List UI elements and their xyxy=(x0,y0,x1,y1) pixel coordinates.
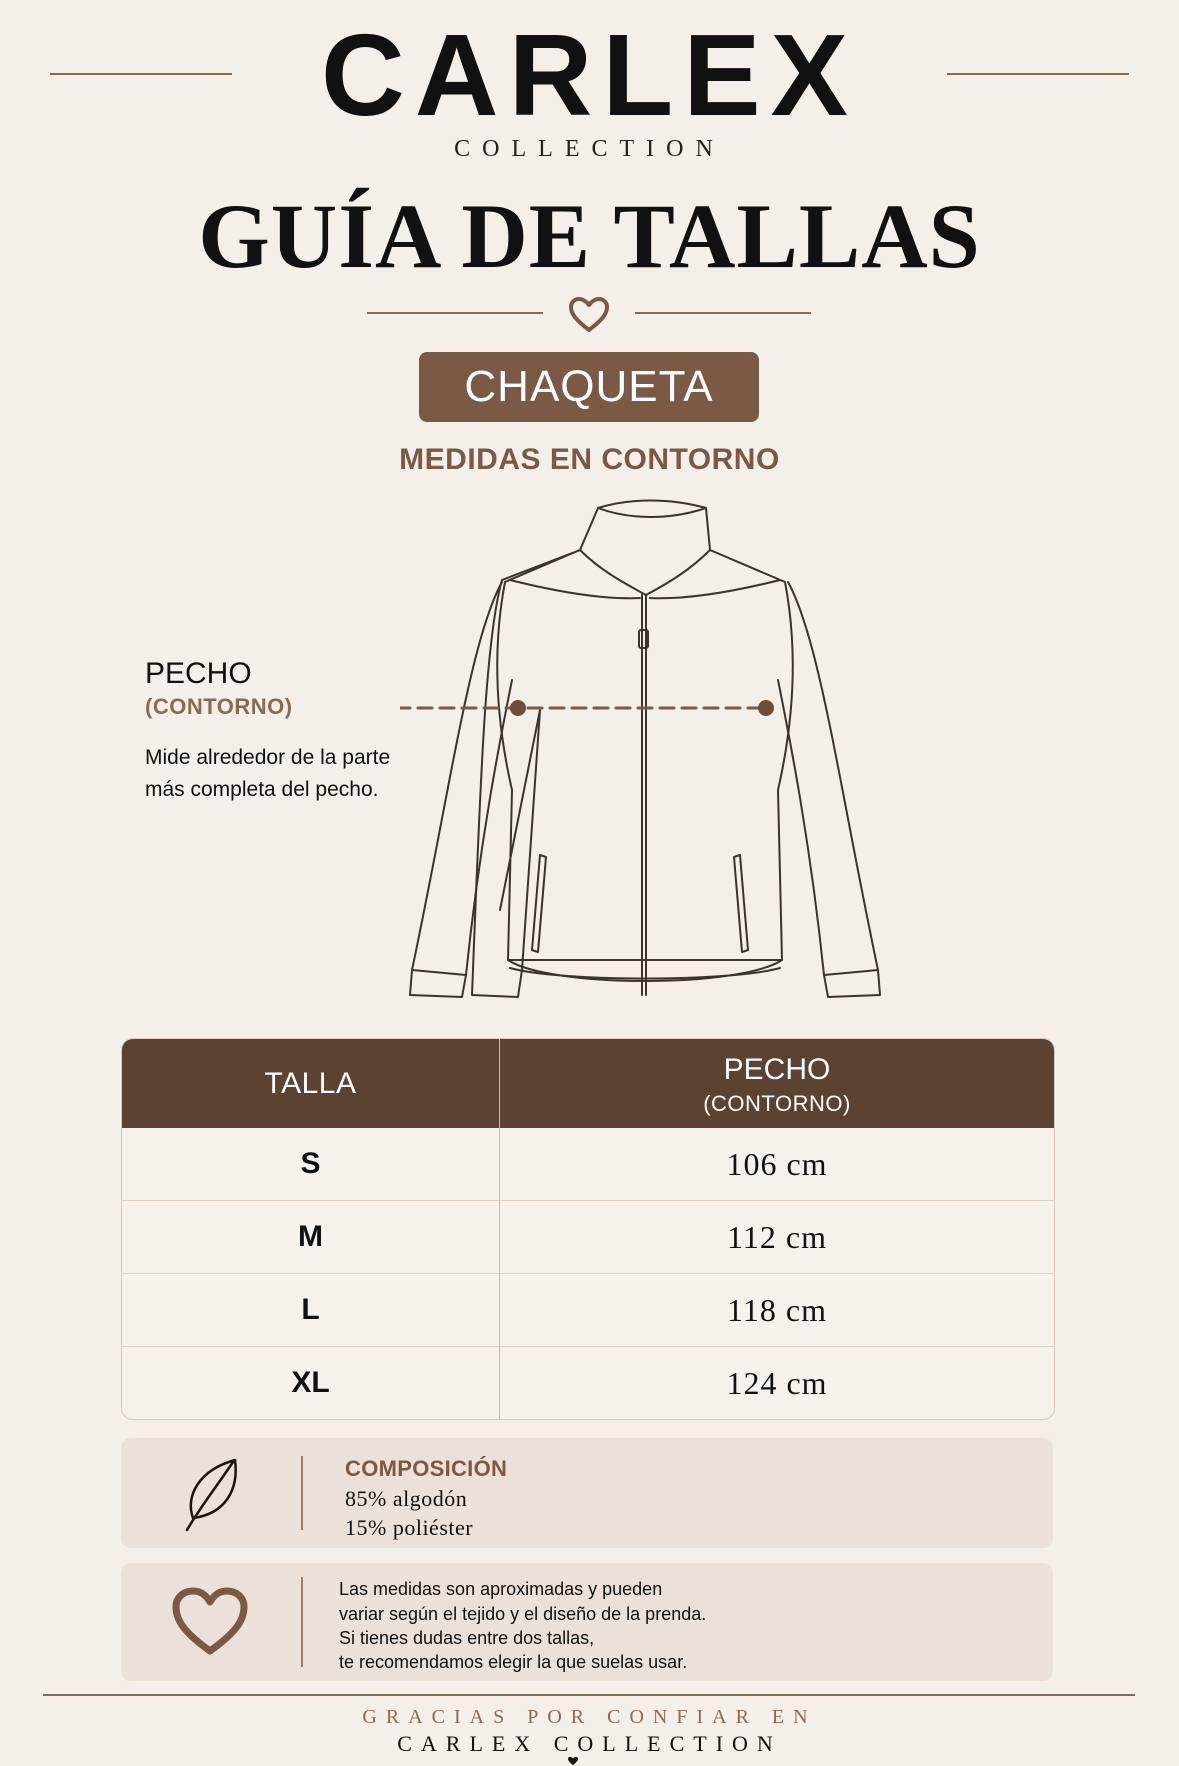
jacket-right-sleeve xyxy=(778,582,880,997)
jacket-zipper xyxy=(642,595,646,995)
header-chest-sub: (CONTORNO) xyxy=(703,1091,851,1116)
footer-rule xyxy=(43,1694,1135,1696)
composition-title: COMPOSICIÓN xyxy=(345,1456,508,1481)
note-card xyxy=(121,1563,1053,1681)
footer-brand: CARLEX COLLECTION xyxy=(397,1731,782,1756)
note-divider xyxy=(301,1577,303,1667)
table-row xyxy=(122,1200,1054,1273)
row-chest: 112 cm xyxy=(727,1219,827,1255)
chest-sublabel: (CONTORNO) xyxy=(145,694,293,719)
row-chest: 118 cm xyxy=(727,1292,827,1328)
chest-marker-right xyxy=(758,700,774,716)
table-row xyxy=(122,1128,1054,1200)
note-line1: Las medidas son aproximadas y pueden xyxy=(339,1579,663,1599)
row-size: M xyxy=(298,1220,323,1253)
title-rule-right xyxy=(635,312,811,314)
row-size: L xyxy=(301,1293,320,1326)
footer-heart-icon xyxy=(566,1756,580,1766)
composition-cotton: 85% algodón xyxy=(345,1486,468,1511)
composition-card xyxy=(121,1438,1053,1548)
note-line3: Si tienes dudas entre dos tallas, xyxy=(339,1628,595,1648)
jacket-illustration xyxy=(400,490,890,1010)
page-title: GUÍA DE TALLAS xyxy=(198,185,981,287)
composition-divider xyxy=(301,1456,303,1530)
jacket-body xyxy=(472,550,793,997)
header-size: TALLA xyxy=(264,1067,357,1100)
brand-logo: CARLEX xyxy=(321,10,858,140)
table-header xyxy=(122,1039,1054,1128)
row-size: XL xyxy=(291,1366,330,1399)
column-divider xyxy=(499,1039,500,1419)
chest-description-line1: Mide alrededor de la parte xyxy=(145,746,391,769)
footer-thanks: GRACIAS POR CONFIAR EN xyxy=(362,1706,817,1728)
leaf-icon xyxy=(181,1456,243,1534)
chest-label: PECHO xyxy=(145,657,252,690)
row-size: S xyxy=(300,1147,321,1180)
heart-divider-icon xyxy=(568,296,610,334)
chest-description-line2: más completa del pecho. xyxy=(145,778,379,801)
jacket-pocket-left xyxy=(532,855,546,952)
measure-subtitle: MEDIDAS EN CONTORNO xyxy=(399,443,780,476)
brand-subtitle: COLLECTION xyxy=(454,136,725,162)
note-line2: variar según el tejido y el diseño de la prenda. xyxy=(339,1604,707,1624)
jacket-pocket-right xyxy=(734,855,748,952)
chest-marker-left xyxy=(510,700,526,716)
title-rule-left xyxy=(367,312,543,314)
composition-polyester: 15% poliéster xyxy=(345,1515,474,1540)
size-table xyxy=(121,1038,1055,1420)
heart-icon xyxy=(171,1587,249,1657)
garment-badge: CHAQUETA xyxy=(419,352,759,422)
row-chest: 106 cm xyxy=(726,1146,828,1182)
header-chest: PECHO xyxy=(723,1053,831,1086)
table-row xyxy=(122,1346,1054,1419)
jacket-left-sleeve xyxy=(410,582,512,997)
jacket-collar xyxy=(580,501,710,596)
note-line4: te recomendamos elegir la que suelas usar. xyxy=(339,1652,688,1672)
row-chest: 124 cm xyxy=(726,1365,828,1401)
table-row xyxy=(122,1273,1054,1346)
